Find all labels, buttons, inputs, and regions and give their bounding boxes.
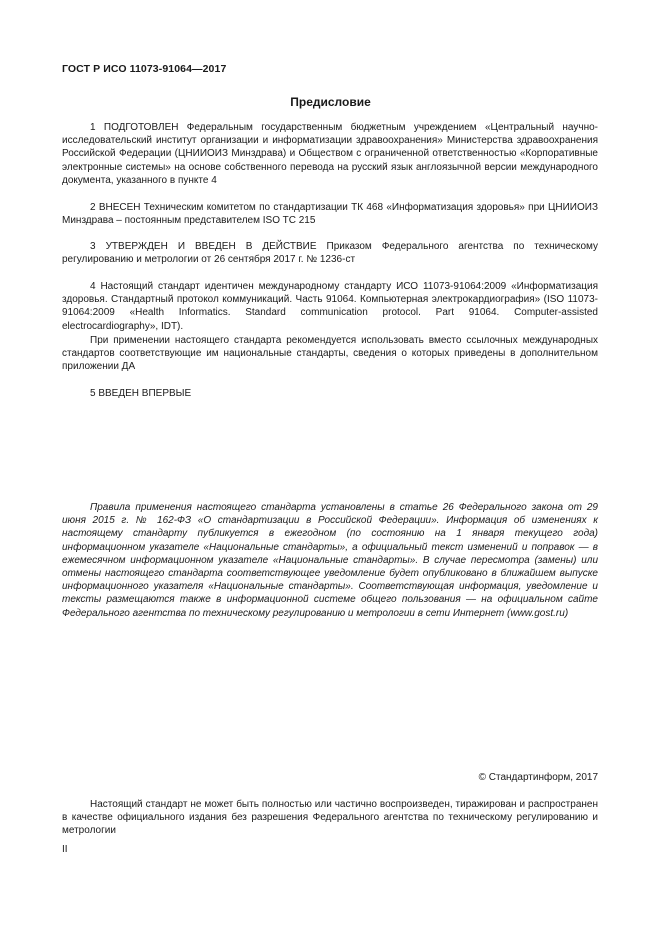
- reproduction-notice: Настоящий стандарт не может быть полностью или частично воспроизведен, тиражирован и распространен в качестве официального издания без разрешения Федерального агентства по техническому регулированию и метрологии: [62, 799, 598, 837]
- copyright: © Стандартинформ, 2017: [478, 772, 598, 783]
- paragraph-1-prepared: 1 ПОДГОТОВЛЕН Федеральным государственным бюджетным учреждением «Центральный научно-исследовательский институт организации и информатизации здравоохранения» Министерства здравоохранения Российской Федерации (ЦНИИОИЗ Минздрава) и Обществом с ограниченной ответственностью «Корпоративные электронные системы» на основе собственного перевода на русский язык англоязычной версии международного документа, указанного в пункте 4: [62, 122, 598, 186]
- page-title: Предисловие: [290, 95, 371, 109]
- page-number: II: [62, 844, 68, 855]
- paragraph-4-note: При применении настоящего стандарта рекомендуется использовать вместо ссылочных международных стандартов соответствующие им национальные стандарты, сведения о которых приведены в дополнительном приложении ДА: [62, 335, 598, 373]
- paragraph-5-first-introduced: 5 ВВЕДЕН ВПЕРВЫЕ: [90, 388, 192, 399]
- paragraph-4-identical: 4 Настоящий стандарт идентичен международному стандарту ИСО 11073-91064:2009 «Информатизация здоровья. Стандартный протокол коммуникаций. Часть 91064. Компьютерная электрокардиография» (ISO 11073-91064:2009 «Health Informatics. Standard communication protocol. Part 91064. Computer-assisted electrocardiography», IDT).: [62, 281, 598, 332]
- application-rules-notice: Правила применения настоящего стандарта установлены в статье 26 Федерального закона от 29 июня 2015 г. № 162-ФЗ «О стандартизации в Российской Федерации». Информация об изменениях к настоящему стандарту публикуется в ежегодном (по состоянию на 1 января текущего года) информационном указателе «Национальные стандарты», а официальный текст изменений и поправок — в ежемесячном информационном указателе «Национальные стандарты». В случае пересмотра (замены) или отмены настоящего стандарта соответствующее уведомление будет опубликовано в ближайшем выпуске информационного указателя «Национальные стандарты». Соответствующая информация, уведомление и тексты размещаются также в информационной системе общего пользования — на официальном сайте Федерального агентства по техническому регулированию и метрологии в сети Интернет (www.gost.ru): [62, 502, 598, 619]
- paragraph-3-approved: 3 УТВЕРЖДЕН И ВВЕДЕН В ДЕЙСТВИЕ Приказом Федерального агентства по техническому регулированию и метрологии от 26 сентября 2017 г. № 1236-ст: [62, 241, 598, 266]
- paragraph-2-submitted: 2 ВНЕСЕН Техническим комитетом по стандартизации ТК 468 «Информатизация здоровья» при ЦНИИОИЗ Минздрава – постоянным представителем ISO TC 215: [62, 202, 598, 227]
- document-code: ГОСТ Р ИСО 11073-91064—2017: [62, 63, 227, 75]
